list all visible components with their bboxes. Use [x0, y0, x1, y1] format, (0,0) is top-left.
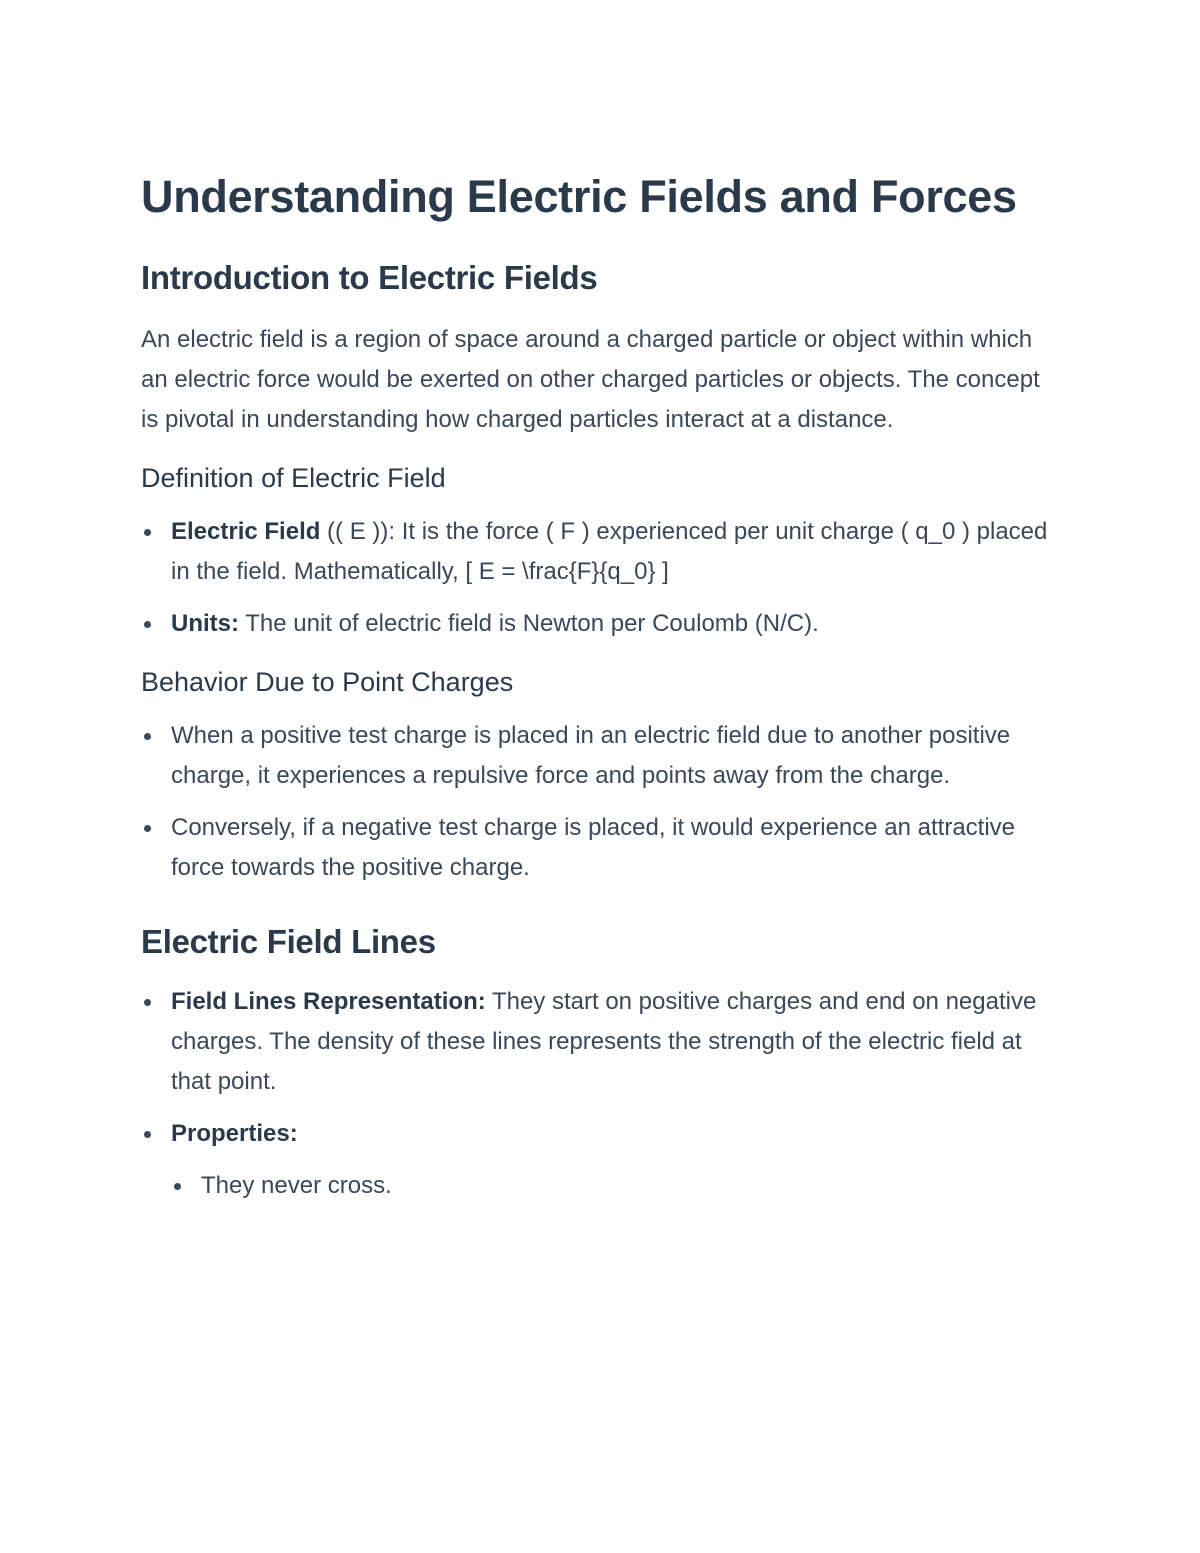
field-lines-heading: Electric Field Lines	[141, 923, 436, 960]
list-item: When a positive test charge is placed in an electric field due to another positive charge, it experiences a repulsive force and points away from the charge.	[141, 716, 1061, 796]
document-page	[141, 166, 1061, 1218]
units-text: The unit of electric field is Newton per Coulomb (N/C).	[239, 610, 819, 637]
field-lines-section	[141, 922, 1061, 1206]
term-electric-field: Electric Field	[171, 518, 321, 545]
term-representation: Field Lines Representation:	[171, 988, 486, 1015]
list-item-electric-field	[141, 512, 1061, 592]
list-item-units	[141, 604, 1061, 644]
behavior-heading: Behavior Due to Point Charges	[141, 667, 514, 697]
intro-section	[141, 258, 1061, 888]
list-item-representation	[141, 982, 1061, 1102]
properties-sublist	[171, 1166, 1061, 1206]
definition-heading: Definition of Electric Field	[141, 463, 446, 493]
term-units: Units:	[171, 610, 239, 637]
intro-paragraph: An electric field is a region of space around a charged particle or object within which an electric force would be exerted on other charged particles or objects. The concept is pivotal in understanding how charged particles interact at a distance.	[141, 326, 1040, 433]
term-properties: Properties:	[171, 1120, 298, 1147]
definition-list	[141, 512, 1061, 644]
document-title: Understanding Electric Fields and Forces	[141, 171, 1017, 222]
definition-text: (( E )): It is the force ( F ) experienced per unit charge ( q_0 ) placed in the field. Mathematically, [ E = \frac{F}{q_0} ]	[171, 518, 1048, 585]
behavior-list	[141, 716, 1061, 888]
field-lines-list	[141, 982, 1061, 1206]
list-item-properties	[141, 1114, 1061, 1206]
list-item: Conversely, if a negative test charge is placed, it would experience an attractive force towards the positive charge.	[141, 808, 1061, 888]
list-item: They never cross.	[171, 1166, 1061, 1206]
intro-heading: Introduction to Electric Fields	[141, 259, 598, 296]
representation-text: They start on positive charges and end on negative charges. The density of these lines represents the strength of the electric field at that point.	[171, 988, 1037, 1095]
